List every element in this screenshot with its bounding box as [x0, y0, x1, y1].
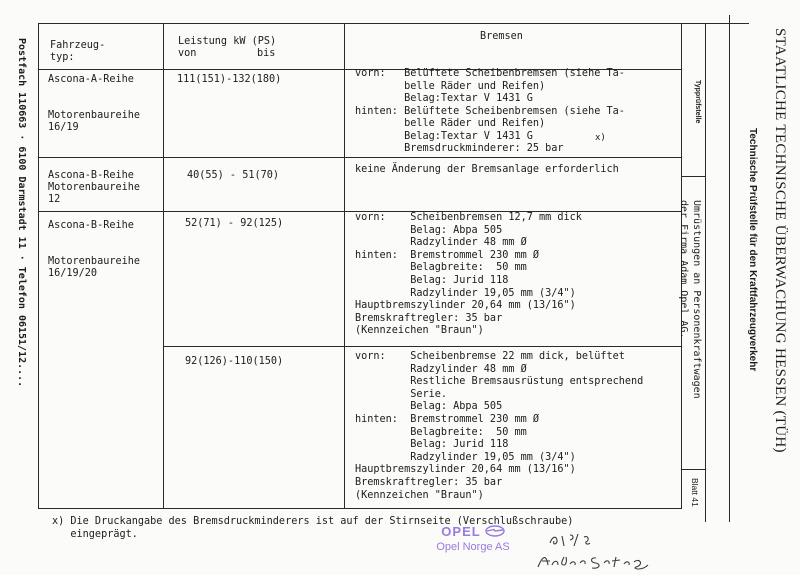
sheet-number: Blatt 41 — [690, 478, 700, 507]
header-fahrzeugtyp: Fahrzeug- typ: — [50, 40, 106, 63]
header-leistung: Leistung kW (PS) — [178, 36, 277, 47]
authority-name: STAATLICHE TECHNISCHE ÜBERWACHUNG HESSEN (TÜH) — [772, 28, 788, 453]
row-1-leistung: 111(151)-132(180) — [177, 74, 282, 85]
row-2-leistung: 40(55) - 51(70) — [187, 170, 280, 181]
authority-subtitle: Technische Prüfstelle für den Kraftfahrzeugverkehr — [747, 128, 758, 372]
opel-logo-icon — [418, 524, 528, 538]
footnote-mark: x) — [595, 133, 606, 143]
row-3-fahrzeug: Ascona-B-Reihe Motorenbaureihe 16/19/20 — [48, 220, 141, 279]
footnote: x) Die Druckangabe des Bremsdruckminderers ist auf der Stirnseite (Verschlußschraube) eingeprägt. — [52, 516, 574, 540]
header-von: von — [178, 48, 197, 59]
postal-address: Postfach 110663 · 6100 Darmstadt 11 · Telefon 06151/12.... — [16, 38, 27, 388]
opel-company: Opel Norge AS — [436, 541, 510, 553]
row-3-leistung: 52(71) - 92(125) — [185, 218, 284, 229]
row-4-bremsen: vorn: Scheibenbremse 22 mm dick, belüftet Radzylinder 48 mm Ø Restliche Bremsausrüstung entsprechend Serie. Belag: Abpa 505 hinten: Bremstrommel 230 mm Ø Belagbreite: 50 mm Belag: Jurid 118 Radzylinder 19,05 mm (3/4") Hauptbremszylinder 20,64 mm (13/16") Bremskraftregler: 35 bar (Kennzeichen "Braun") — [355, 351, 644, 501]
row-2-bremsen: keine Änderung der Bremsanlage erforderlich — [355, 164, 619, 175]
opel-brand: OPEL — [441, 523, 481, 539]
opel-stamp — [418, 524, 528, 564]
document-subject: Umrüstungen an Personenkraftwagen der Firma Adam Opel AG. — [678, 200, 702, 399]
header-bis: bis — [257, 48, 276, 59]
row-2-fahrzeug: Ascona-B-Reihe Motorenbaureihe 12 — [48, 170, 141, 205]
typpruefstelle-label: Typprüfstelle — [694, 80, 701, 124]
row-1-bremsen: vorn: Belüftete Scheibenbremsen (siehe Ta- belle Räder und Reifen) Belag:Textar V 1431 G hinten: Belüftete Scheibenbremsen (siehe Ta- belle Räder und Reifen) Belag:Textar V 1431 G Bremsdruckminderer: 25 bar — [355, 68, 625, 154]
row-4-leistung: 92(126)-110(150) — [185, 356, 284, 367]
row-1-fahrzeug: Ascona-A-Reihe Motorenbaureihe 16/19 — [48, 74, 141, 133]
handwritten-signature — [530, 527, 680, 572]
header-bremsen: Bremsen — [480, 31, 523, 42]
opel-blitz-icon — [485, 525, 505, 537]
row-3-bremsen: vorn: Scheibenbremsen 12,7 mm dick Belag: Abpa 505 Radzylinder 48 mm Ø hinten: Bremstrommel 230 mm Ø Belagbreite: 50 mm Belag: Jurid 118 Radzylinder 19,05 mm (3/4") Hauptbremszylinder 20,64 mm (13/16") Bremskraftregler: 35 bar (Kennzeichen "Braun") — [355, 212, 582, 337]
